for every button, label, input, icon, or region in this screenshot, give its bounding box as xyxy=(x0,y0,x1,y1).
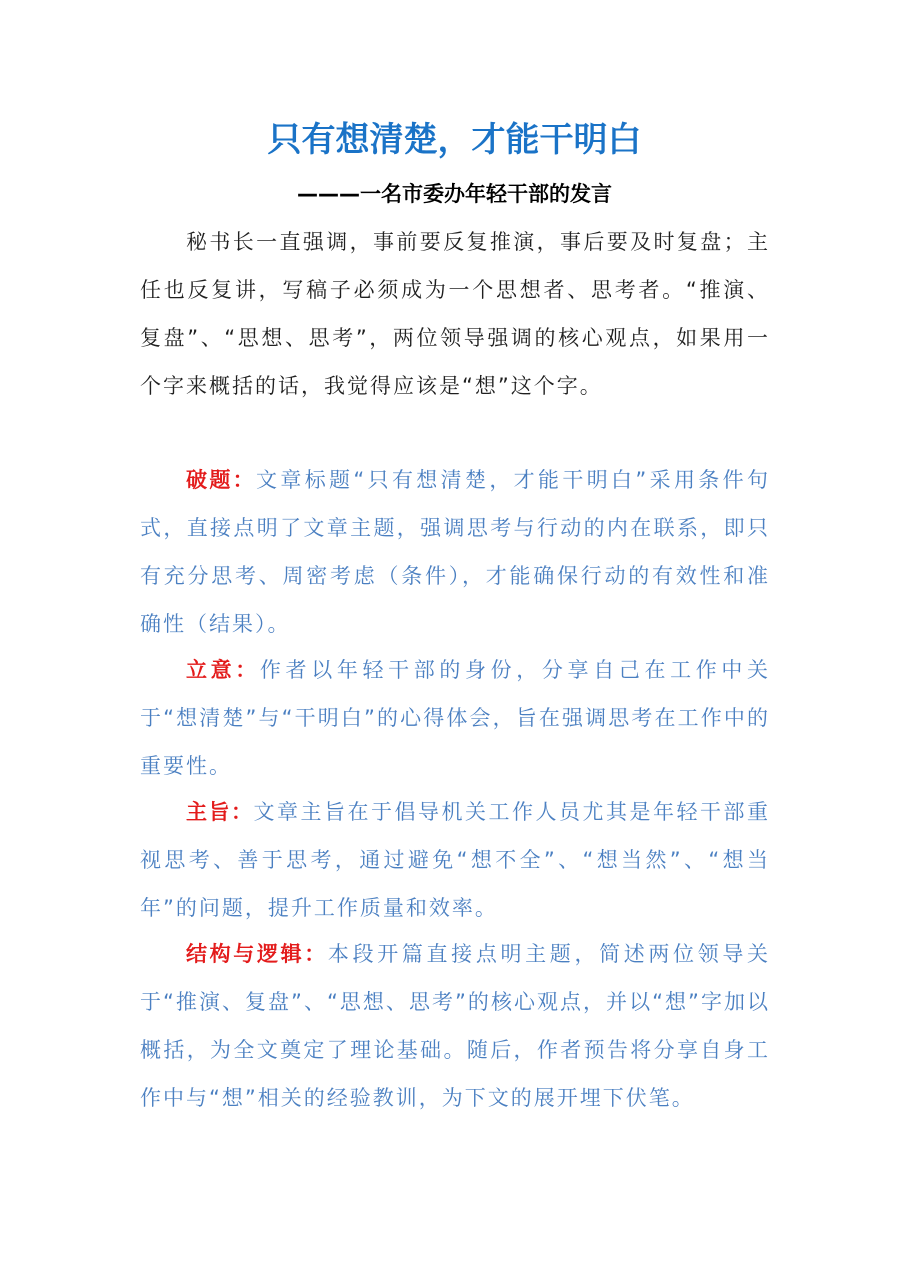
intro-paragraph: 秘书长一直强调，事前要反复推演，事后要及时复盘；主任也反复讲，写稿子必须成为一个思想者、思考者。“推演、复盘”、“思想、思考”，两位领导强调的核心观点，如果用一个字来概括的话，我觉得应该是“想”这个字。 xyxy=(140,230,770,398)
note-text-zhuzhi: 文章主旨在于倡导机关工作人员尤其是年轻干部重视思考、善于思考，通过避免“想不全”、“想当然”、“想当年”的问题，提升工作质量和效率。 xyxy=(140,800,770,920)
note-label-zhuzhi: 主旨： xyxy=(186,800,254,824)
note-label-structure: 结构与逻辑： xyxy=(186,942,328,966)
note-label-poti: 破题： xyxy=(186,468,257,492)
note-text-structure: 本段开篇直接点明主题，简述两位领导关于“推演、复盘”、“思想、思考”的核心观点，并以“想”字加以概括，为全文奠定了理论基础。随后，作者预告将分享自身工作中与“想”相关的经验教训，为下文的展开埋下伏笔。 xyxy=(140,942,771,1110)
document-subtitle: ———一名市委办年轻干部的发言 xyxy=(297,182,612,206)
note-paragraph-poti xyxy=(140,456,770,648)
note-paragraph-zhuzhi xyxy=(140,788,770,932)
note-paragraph-liyi xyxy=(140,646,770,790)
note-label-liyi: 立意： xyxy=(186,658,260,682)
note-paragraph-structure xyxy=(140,930,770,1122)
document-title: 只有想清楚，才能干明白 xyxy=(267,120,642,160)
note-text-poti: 文章标题“只有想清楚，才能干明白”采用条件句式，直接点明了文章主题，强调思考与行动的内在联系，即只有充分思考、周密考虑（条件），才能确保行动的有效性和准确性（结果）。 xyxy=(140,468,770,636)
note-text-liyi: 作者以年轻干部的身份，分享自己在工作中关于“想清楚”与“干明白”的心得体会，旨在强调思考在工作中的重要性。 xyxy=(140,658,771,778)
